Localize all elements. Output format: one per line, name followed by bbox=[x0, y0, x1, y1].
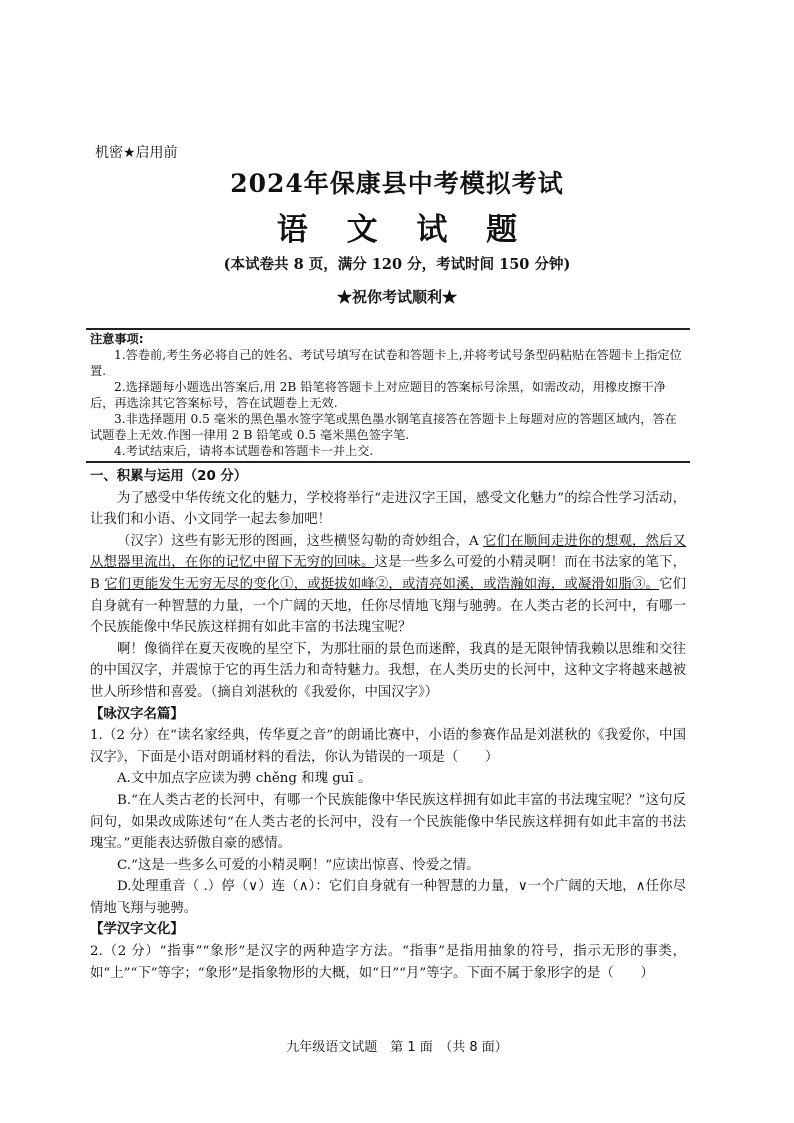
option-c: C.“这是一些多么可爱的小精灵啊！”应读出惊喜、怜爱之情。 bbox=[117, 857, 480, 873]
note-item: 3.非选择题用 0.5 毫米的黑色墨水签字笔或黑色墨水钢笔直接答在答题卡上每题对应的答题区域内，答在试题卷上无效.作图一律用 2 B 铅笔或 0.5 毫米黑色签字笔. bbox=[90, 412, 677, 442]
page-footer: 九年级语文试题 第 1 面 （共 8 面） bbox=[286, 1040, 508, 1055]
top-divider bbox=[86, 328, 690, 330]
option-b: B.“在人类古老的长河中，有哪一个民族能像中华民族这样拥有如此丰富的书法瑰宝呢？”这句反问句，如果改成陈述句“在人类古老的长河中，没有一个民族能像中华民族这样拥有如此丰富的书法瑰宝。”更能表达骄傲自豪的感情。 bbox=[90, 792, 686, 852]
question-2: 2.（2 分）“指事”“象形”是汉字的两种造字方法。“指事”是指用抽象的符号，指示无形的事类，如“上”“下”等字；“象形”是指象物形的大概，如“日”“月”等字。下面不属于象形字的是（ ） bbox=[90, 944, 686, 981]
bottom-divider bbox=[86, 461, 690, 463]
passage-text: （汉字）这些有影无形的图画，这些横竖勾勒的奇妙组合，A bbox=[117, 533, 484, 549]
note-item: 1.答卷前,考生务必将自己的姓名、考试号填写在试卷和答题卡上,并将考试号条型码粘贴在答题卡上指定位置. bbox=[90, 348, 682, 378]
exam-title: 2024年保康县中考模拟考试 bbox=[230, 169, 564, 198]
underlined-sentence-b: 它们更能发生无穷无尽的变化①，或挺拔如峰②，或清亮如溪，或浩瀚如海，或凝滑如脂③。 bbox=[104, 576, 660, 592]
subject-title: 语 文 试 题 bbox=[276, 212, 532, 248]
notes-heading: 注意事项: bbox=[90, 332, 144, 346]
passage-paragraph: 啊！像徜徉在夏天夜晚的星空下，为那壮丽的景色而迷醉，我真的是无限钟情我赖以思维和交往的中国汉字，并震惊于它的再生活力和奇特魅力。我想，在人类历史的长河中，这种文字将越来越被世人所珍惜和喜爱。（摘自刘湛秋的《我爱你，中国汉字》） bbox=[90, 641, 686, 700]
note-item: 2.选择题每小题选出答案后,用 2B 铅笔将答题卡上对应题目的答案标号涂黑，如需改动，用橡皮擦干净后，再选涂其它答案标号，答在试题卷上无效. bbox=[90, 380, 666, 410]
notes-block bbox=[90, 331, 686, 459]
question-1: 1.（2 分）在“读名家经典，传华夏之音”的朗诵比赛中，小语的参赛作品是刘湛秋的《我爱你，中国汉字》，下面是小语对朗诵材料的看法，你认为错误的一项是（ ） bbox=[90, 728, 686, 765]
good-luck-line: ★祝你考试顺利★ bbox=[336, 288, 457, 306]
note-item: 4.考试结束后，请将本试题卷和答题卡一并上交. bbox=[114, 444, 374, 458]
passage-text: 这是一些多么可爱的小精灵啊！而在书法家的笔下，B bbox=[90, 555, 686, 592]
passage-paragraph bbox=[90, 531, 686, 639]
option-a: A.文中加点字应读为骋 chěng 和瑰 guī 。 bbox=[117, 771, 372, 787]
passage-text: 它们自身就有一种智慧的力量，一个广阔的天地，任你尽情地飞翔与驰骋。在人类古老的长河中，有哪一个民族能像中华民族这样拥有如此丰富的书法瑰宝呢？ bbox=[90, 576, 687, 636]
subsection-tag: 【学汉字文化】 bbox=[90, 922, 184, 938]
section-1 bbox=[90, 466, 686, 984]
confidential-mark: 机密★启用前 bbox=[95, 145, 178, 161]
intro-paragraph: 为了感受中华传统文化的魅力，学校将举行“走进汉字王国，感受文化魅力”的综合性学习活动，让我们和小语、小文同学一起去参加吧！ bbox=[90, 490, 686, 528]
option-d: D.处理重音（ .）停（∨）连（∧）：它们自身就有一种智慧的力量，∨一个广阔的天地，∧任你尽情地飞翔与驰骋。 bbox=[90, 879, 686, 916]
subsection-tag: 【咏汉字名篇】 bbox=[90, 706, 184, 722]
underlined-sentence-a: 它们在顺间走进你的想观，然后又从想器里流出，在你的记忆中留下无穷的回味。 bbox=[90, 533, 687, 571]
section-heading: 一、积累与运用（20 分） bbox=[90, 469, 248, 484]
exam-info: (本试卷共 8 页，满分 120 分，考试时间 150 分钟) bbox=[223, 256, 571, 273]
